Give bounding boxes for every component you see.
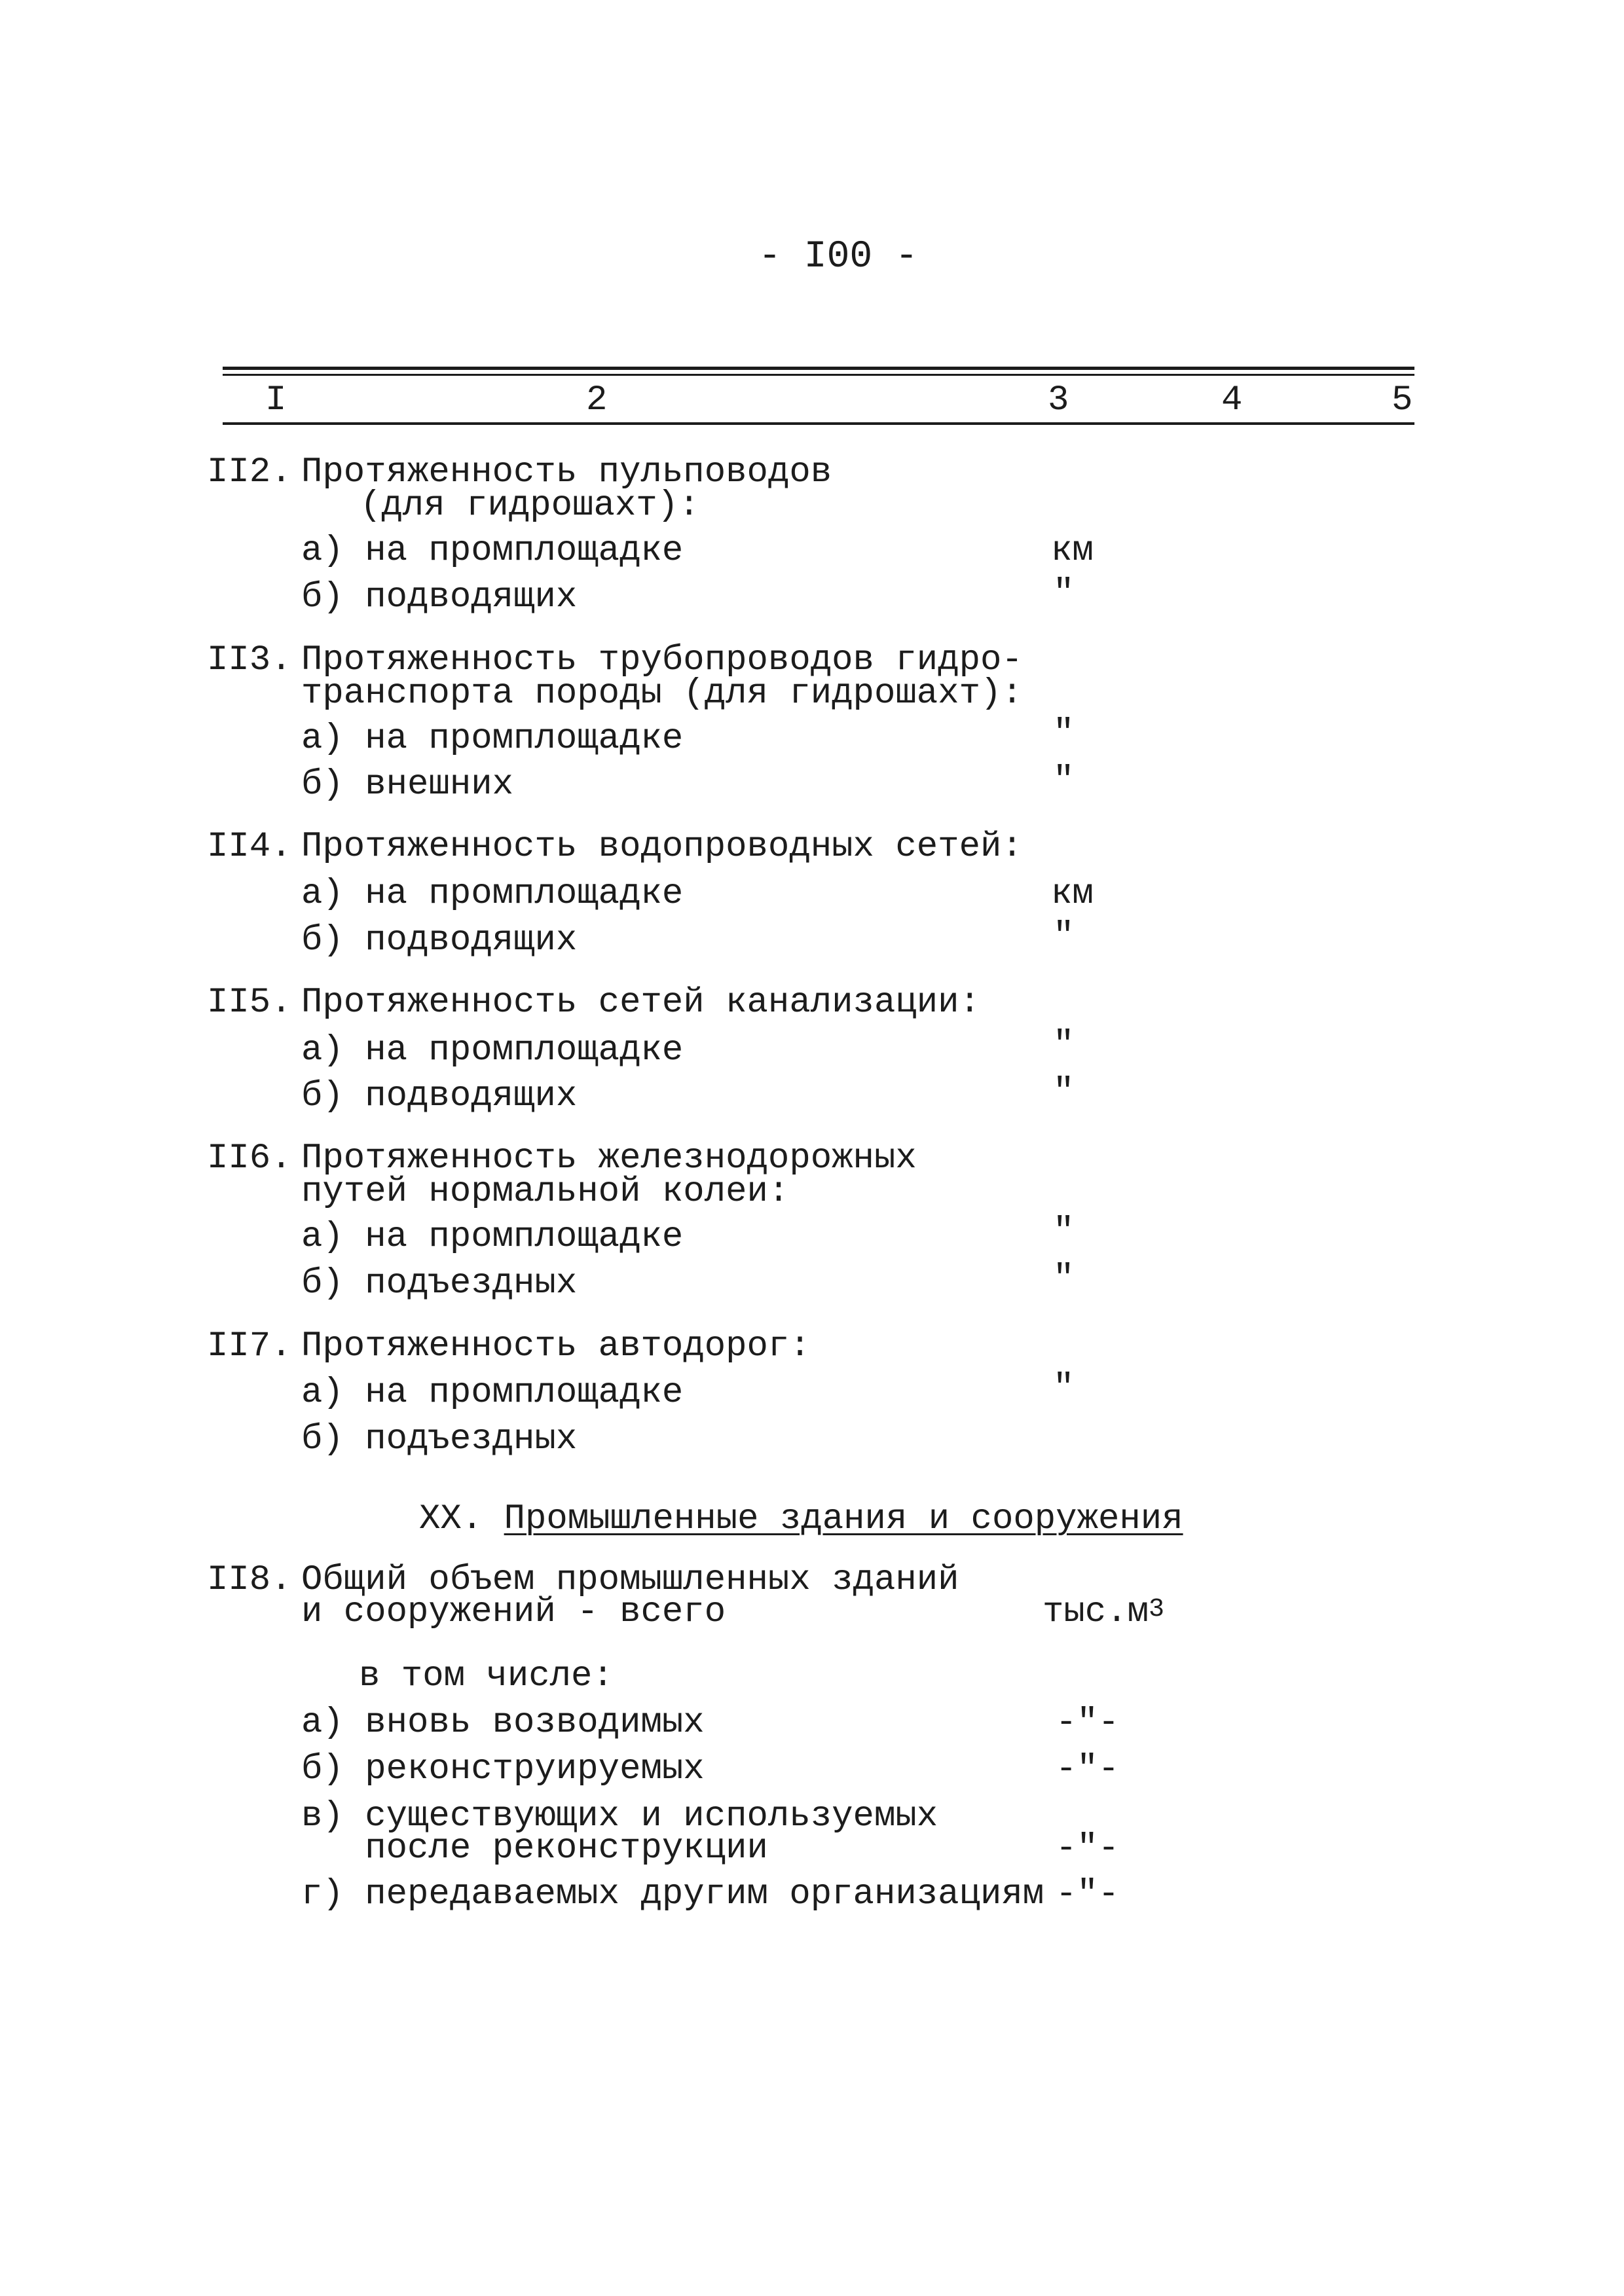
item-row-unit: "	[1053, 1368, 1075, 1408]
table-top-rule-inner	[223, 374, 1414, 376]
item-row-label: б) подъездных	[301, 1264, 578, 1303]
item-row-label: б) реконструируемых	[301, 1749, 705, 1789]
column-header-1: I	[265, 380, 287, 420]
item-row-unit: "	[1053, 1212, 1075, 1252]
item-row-unit: км	[1051, 531, 1094, 571]
item-row-label: а) вновь возводимых	[301, 1703, 705, 1743]
item-number: II2.	[207, 452, 292, 492]
section-number: XX.	[419, 1499, 483, 1539]
item-row-label: в) существующих и используемых	[301, 1796, 938, 1836]
item-number: II5.	[207, 983, 292, 1023]
item-title: Протяженность пульповодов	[301, 452, 832, 492]
item-row-unit: "	[1053, 761, 1075, 801]
item-row-label: б) подводящих	[301, 577, 578, 617]
item-row-unit: -"-	[1056, 1874, 1120, 1914]
item-unit	[1043, 1592, 1165, 1633]
unit-text: тыс.м	[1043, 1592, 1149, 1632]
item-row-label-cont: после реконструкции	[301, 1829, 768, 1868]
item-row-unit: "	[1053, 1072, 1075, 1112]
item-row-label: б) подводящих	[301, 1076, 578, 1116]
column-header-4: 4	[1221, 380, 1243, 420]
item-number: II6.	[207, 1139, 292, 1178]
column-header-5: 5	[1392, 380, 1413, 420]
item-number: II4.	[207, 827, 292, 867]
section-title: Промышленные здания и сооружения	[504, 1499, 1183, 1539]
item-row-unit: "	[1053, 714, 1075, 754]
item-title: Протяженность сетей канализации:	[301, 983, 980, 1023]
table-header-bottom-rule	[223, 422, 1414, 425]
item-title-cont: (для гидрошахт):	[360, 486, 700, 526]
item-row-unit: "	[1053, 574, 1075, 613]
unit-superscript: 3	[1149, 1595, 1165, 1624]
item-row-label: б) подъездных	[301, 1419, 578, 1459]
item-row-unit: "	[1053, 1025, 1075, 1065]
section-heading	[419, 1499, 1183, 1539]
item-title: Протяженность трубопроводов гидро-	[301, 640, 1023, 680]
item-title-cont: транспорта породы (для гидрошахт):	[301, 674, 1023, 714]
item-row-unit: -"-	[1056, 1749, 1120, 1789]
item-row-label: б) внешних	[301, 765, 514, 805]
item-number: II8.	[207, 1560, 292, 1600]
item-row-unit: км	[1051, 874, 1094, 914]
including-label: в том числе:	[359, 1656, 614, 1696]
item-row-label: а) на промплощадке	[301, 1217, 684, 1257]
column-header-2: 2	[586, 380, 608, 420]
page-number: - I00 -	[758, 236, 918, 278]
item-title: Протяженность автодорог:	[301, 1326, 811, 1366]
item-title-cont: путей нормальной колеи:	[301, 1172, 790, 1212]
item-number: II7.	[207, 1326, 292, 1366]
item-row-label: а) на промплощадке	[301, 531, 684, 571]
item-row-unit: -"-	[1056, 1703, 1120, 1743]
column-header-3: 3	[1048, 380, 1069, 420]
item-row-label: б) подводящих	[301, 920, 578, 960]
item-title-cont: и сооружений - всего	[301, 1592, 726, 1632]
item-title: Общий объем промышленных зданий	[301, 1560, 959, 1600]
item-row-label: а) на промплощадке	[301, 1030, 684, 1070]
item-row-unit: "	[1053, 917, 1075, 957]
item-row-unit: "	[1053, 1259, 1075, 1299]
item-row-label: а) на промплощадке	[301, 719, 684, 759]
table-top-rule	[223, 367, 1414, 370]
item-title: Протяженность железнодорожных	[301, 1139, 917, 1178]
item-row-label: г) передаваемых другим организациям	[301, 1874, 1044, 1914]
item-number: II3.	[207, 640, 292, 680]
item-row-label: а) на промплощадке	[301, 1373, 684, 1413]
item-row-label: а) на промплощадке	[301, 874, 684, 914]
item-title: Протяженность водопроводных сетей:	[301, 827, 1023, 867]
item-row-unit: -"-	[1056, 1829, 1120, 1868]
